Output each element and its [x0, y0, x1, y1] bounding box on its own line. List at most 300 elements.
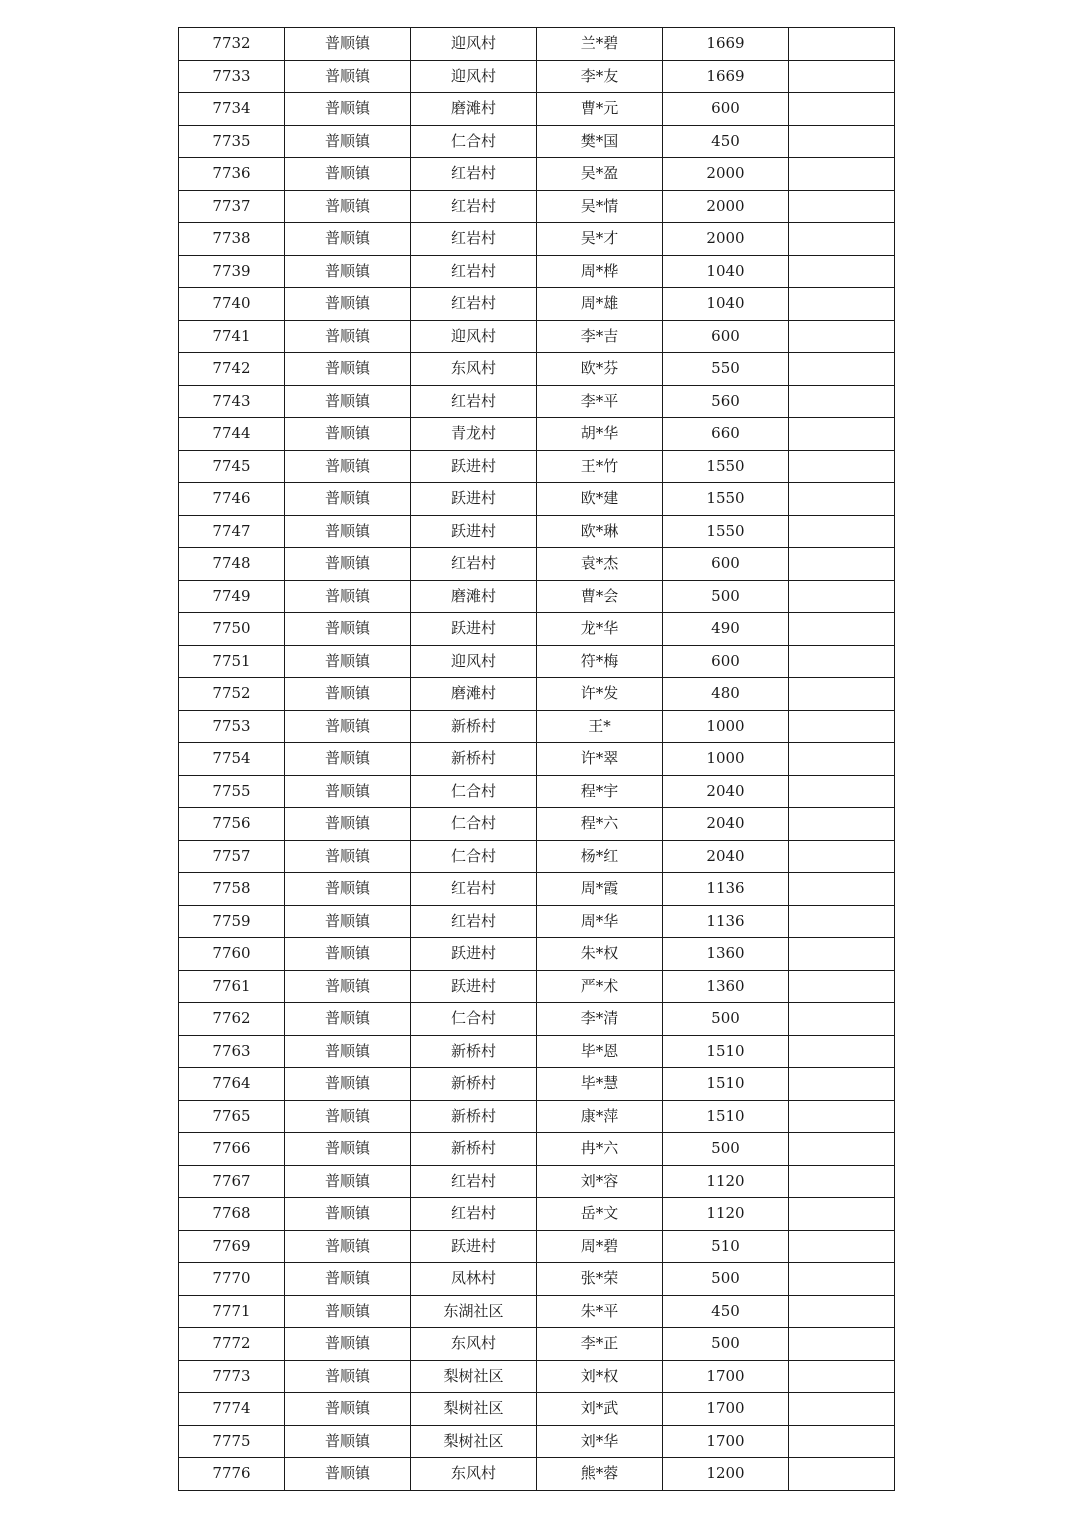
note-cell [789, 1458, 895, 1491]
note-cell [789, 515, 895, 548]
village-cell: 磨滩村 [411, 93, 537, 126]
village-cell: 跃进村 [411, 938, 537, 971]
amount-cell: 1040 [663, 288, 789, 321]
note-cell [789, 613, 895, 646]
village-cell: 新桥村 [411, 1068, 537, 1101]
amount-cell: 1120 [663, 1165, 789, 1198]
name-cell: 周*桦 [537, 255, 663, 288]
row-number-cell: 7753 [179, 710, 285, 743]
town-cell: 普顺镇 [285, 1230, 411, 1263]
amount-cell: 1510 [663, 1068, 789, 1101]
table-row [179, 1425, 895, 1458]
village-cell: 跃进村 [411, 483, 537, 516]
amount-cell: 500 [663, 1133, 789, 1166]
row-number-cell: 7757 [179, 840, 285, 873]
name-cell: 毕*恩 [537, 1035, 663, 1068]
table-row [179, 548, 895, 581]
name-cell: 欧*建 [537, 483, 663, 516]
amount-cell: 1200 [663, 1458, 789, 1491]
town-cell: 普顺镇 [285, 1263, 411, 1296]
name-cell: 刘*权 [537, 1360, 663, 1393]
table-row [179, 1360, 895, 1393]
table-row [179, 1068, 895, 1101]
row-number-cell: 7748 [179, 548, 285, 581]
village-cell: 仁合村 [411, 775, 537, 808]
town-cell: 普顺镇 [285, 1003, 411, 1036]
town-cell: 普顺镇 [285, 288, 411, 321]
row-number-cell: 7761 [179, 970, 285, 1003]
row-number-cell: 7741 [179, 320, 285, 353]
amount-cell: 500 [663, 580, 789, 613]
note-cell [789, 483, 895, 516]
note-cell [789, 190, 895, 223]
note-cell [789, 1100, 895, 1133]
note-cell [789, 28, 895, 61]
row-number-cell: 7739 [179, 255, 285, 288]
row-number-cell: 7752 [179, 678, 285, 711]
row-number-cell: 7760 [179, 938, 285, 971]
town-cell: 普顺镇 [285, 905, 411, 938]
table-row [179, 613, 895, 646]
note-cell [789, 255, 895, 288]
town-cell: 普顺镇 [285, 1328, 411, 1361]
name-cell: 王* [537, 710, 663, 743]
row-number-cell: 7767 [179, 1165, 285, 1198]
row-number-cell: 7734 [179, 93, 285, 126]
village-cell: 红岩村 [411, 873, 537, 906]
name-cell: 周*华 [537, 905, 663, 938]
amount-cell: 560 [663, 385, 789, 418]
town-cell: 普顺镇 [285, 190, 411, 223]
town-cell: 普顺镇 [285, 1165, 411, 1198]
table-body [179, 28, 895, 1491]
town-cell: 普顺镇 [285, 1295, 411, 1328]
town-cell: 普顺镇 [285, 840, 411, 873]
town-cell: 普顺镇 [285, 775, 411, 808]
town-cell: 普顺镇 [285, 125, 411, 158]
name-cell: 朱*权 [537, 938, 663, 971]
amount-cell: 500 [663, 1003, 789, 1036]
name-cell: 李*清 [537, 1003, 663, 1036]
note-cell [789, 418, 895, 451]
name-cell: 胡*华 [537, 418, 663, 451]
village-cell: 跃进村 [411, 970, 537, 1003]
amount-cell: 2040 [663, 775, 789, 808]
table-row [179, 515, 895, 548]
note-cell [789, 775, 895, 808]
town-cell: 普顺镇 [285, 28, 411, 61]
row-number-cell: 7742 [179, 353, 285, 386]
note-cell [789, 1263, 895, 1296]
village-cell: 迎风村 [411, 645, 537, 678]
row-number-cell: 7774 [179, 1393, 285, 1426]
table-row [179, 93, 895, 126]
village-cell: 红岩村 [411, 190, 537, 223]
town-cell: 普顺镇 [285, 970, 411, 1003]
note-cell [789, 1003, 895, 1036]
table-row [179, 223, 895, 256]
town-cell: 普顺镇 [285, 873, 411, 906]
name-cell: 冉*六 [537, 1133, 663, 1166]
amount-cell: 1000 [663, 710, 789, 743]
note-cell [789, 905, 895, 938]
row-number-cell: 7763 [179, 1035, 285, 1068]
village-cell: 仁合村 [411, 808, 537, 841]
table-row [179, 353, 895, 386]
village-cell: 红岩村 [411, 255, 537, 288]
town-cell: 普顺镇 [285, 483, 411, 516]
town-cell: 普顺镇 [285, 548, 411, 581]
name-cell: 康*萍 [537, 1100, 663, 1133]
name-cell: 吴*才 [537, 223, 663, 256]
row-number-cell: 7771 [179, 1295, 285, 1328]
name-cell: 吴*盈 [537, 158, 663, 191]
amount-cell: 480 [663, 678, 789, 711]
amount-cell: 600 [663, 645, 789, 678]
amount-cell: 1550 [663, 450, 789, 483]
village-cell: 红岩村 [411, 223, 537, 256]
town-cell: 普顺镇 [285, 255, 411, 288]
town-cell: 普顺镇 [285, 1133, 411, 1166]
table-row [179, 1100, 895, 1133]
village-cell: 新桥村 [411, 1100, 537, 1133]
town-cell: 普顺镇 [285, 353, 411, 386]
village-cell: 跃进村 [411, 1230, 537, 1263]
town-cell: 普顺镇 [285, 385, 411, 418]
village-cell: 新桥村 [411, 710, 537, 743]
amount-cell: 1040 [663, 255, 789, 288]
table-row [179, 190, 895, 223]
note-cell [789, 1295, 895, 1328]
amount-cell: 2040 [663, 808, 789, 841]
row-number-cell: 7764 [179, 1068, 285, 1101]
table-row [179, 288, 895, 321]
amount-cell: 1120 [663, 1198, 789, 1231]
village-cell: 东风村 [411, 353, 537, 386]
name-cell: 刘*华 [537, 1425, 663, 1458]
note-cell [789, 840, 895, 873]
amount-cell: 450 [663, 1295, 789, 1328]
table-row [179, 580, 895, 613]
village-cell: 梨树社区 [411, 1360, 537, 1393]
amount-cell: 1700 [663, 1360, 789, 1393]
table-row [179, 1230, 895, 1263]
row-number-cell: 7776 [179, 1458, 285, 1491]
village-cell: 仁合村 [411, 840, 537, 873]
amount-cell: 1700 [663, 1425, 789, 1458]
note-cell [789, 60, 895, 93]
table-row [179, 320, 895, 353]
name-cell: 周*碧 [537, 1230, 663, 1263]
amount-cell: 1136 [663, 905, 789, 938]
town-cell: 普顺镇 [285, 418, 411, 451]
village-cell: 跃进村 [411, 450, 537, 483]
note-cell [789, 938, 895, 971]
table-row [179, 255, 895, 288]
row-number-cell: 7733 [179, 60, 285, 93]
amount-cell: 2000 [663, 158, 789, 191]
village-cell: 红岩村 [411, 288, 537, 321]
amount-cell: 1669 [663, 28, 789, 61]
row-number-cell: 7738 [179, 223, 285, 256]
row-number-cell: 7750 [179, 613, 285, 646]
village-cell: 凤林村 [411, 1263, 537, 1296]
village-cell: 新桥村 [411, 743, 537, 776]
note-cell [789, 970, 895, 1003]
note-cell [789, 288, 895, 321]
name-cell: 袁*杰 [537, 548, 663, 581]
town-cell: 普顺镇 [285, 450, 411, 483]
note-cell [789, 1198, 895, 1231]
village-cell: 梨树社区 [411, 1425, 537, 1458]
amount-cell: 2000 [663, 223, 789, 256]
town-cell: 普顺镇 [285, 1100, 411, 1133]
row-number-cell: 7775 [179, 1425, 285, 1458]
name-cell: 岳*文 [537, 1198, 663, 1231]
name-cell: 毕*慧 [537, 1068, 663, 1101]
row-number-cell: 7746 [179, 483, 285, 516]
town-cell: 普顺镇 [285, 710, 411, 743]
village-cell: 仁合村 [411, 1003, 537, 1036]
name-cell: 欧*琳 [537, 515, 663, 548]
row-number-cell: 7765 [179, 1100, 285, 1133]
note-cell [789, 1165, 895, 1198]
table-row [179, 743, 895, 776]
table-row [179, 645, 895, 678]
amount-cell: 1510 [663, 1035, 789, 1068]
row-number-cell: 7754 [179, 743, 285, 776]
amount-cell: 1510 [663, 1100, 789, 1133]
table-row [179, 938, 895, 971]
row-number-cell: 7737 [179, 190, 285, 223]
table-row [179, 840, 895, 873]
table-row [179, 1003, 895, 1036]
name-cell: 程*宇 [537, 775, 663, 808]
amount-cell: 500 [663, 1263, 789, 1296]
name-cell: 刘*容 [537, 1165, 663, 1198]
amount-cell: 1550 [663, 483, 789, 516]
table-row [179, 678, 895, 711]
name-cell: 李*吉 [537, 320, 663, 353]
table-row [179, 1165, 895, 1198]
name-cell: 周*霞 [537, 873, 663, 906]
town-cell: 普顺镇 [285, 743, 411, 776]
note-cell [789, 125, 895, 158]
note-cell [789, 1230, 895, 1263]
amount-cell: 1000 [663, 743, 789, 776]
amount-cell: 2000 [663, 190, 789, 223]
table-row [179, 158, 895, 191]
row-number-cell: 7758 [179, 873, 285, 906]
amount-cell: 490 [663, 613, 789, 646]
town-cell: 普顺镇 [285, 223, 411, 256]
subsidy-table [178, 27, 895, 1491]
row-number-cell: 7751 [179, 645, 285, 678]
row-number-cell: 7770 [179, 1263, 285, 1296]
amount-cell: 1550 [663, 515, 789, 548]
name-cell: 许*翠 [537, 743, 663, 776]
town-cell: 普顺镇 [285, 158, 411, 191]
town-cell: 普顺镇 [285, 1458, 411, 1491]
amount-cell: 450 [663, 125, 789, 158]
note-cell [789, 678, 895, 711]
village-cell: 磨滩村 [411, 580, 537, 613]
village-cell: 新桥村 [411, 1035, 537, 1068]
table-row [179, 905, 895, 938]
note-cell [789, 353, 895, 386]
note-cell [789, 1360, 895, 1393]
village-cell: 迎风村 [411, 320, 537, 353]
table-row [179, 60, 895, 93]
village-cell: 仁合村 [411, 125, 537, 158]
name-cell: 曹*会 [537, 580, 663, 613]
note-cell [789, 1328, 895, 1361]
row-number-cell: 7772 [179, 1328, 285, 1361]
amount-cell: 600 [663, 548, 789, 581]
table-row [179, 1263, 895, 1296]
name-cell: 符*梅 [537, 645, 663, 678]
village-cell: 红岩村 [411, 905, 537, 938]
amount-cell: 500 [663, 1328, 789, 1361]
village-cell: 梨树社区 [411, 1393, 537, 1426]
name-cell: 许*发 [537, 678, 663, 711]
town-cell: 普顺镇 [285, 515, 411, 548]
name-cell: 朱*平 [537, 1295, 663, 1328]
note-cell [789, 158, 895, 191]
row-number-cell: 7749 [179, 580, 285, 613]
note-cell [789, 743, 895, 776]
village-cell: 跃进村 [411, 613, 537, 646]
note-cell [789, 1068, 895, 1101]
note-cell [789, 645, 895, 678]
note-cell [789, 450, 895, 483]
table-row [179, 873, 895, 906]
village-cell: 东风村 [411, 1328, 537, 1361]
village-cell: 迎风村 [411, 60, 537, 93]
amount-cell: 600 [663, 320, 789, 353]
table-row [179, 1198, 895, 1231]
row-number-cell: 7732 [179, 28, 285, 61]
note-cell [789, 873, 895, 906]
name-cell: 李*正 [537, 1328, 663, 1361]
table-row [179, 1035, 895, 1068]
name-cell: 张*荣 [537, 1263, 663, 1296]
amount-cell: 600 [663, 93, 789, 126]
note-cell [789, 385, 895, 418]
village-cell: 东风村 [411, 1458, 537, 1491]
name-cell: 严*术 [537, 970, 663, 1003]
row-number-cell: 7735 [179, 125, 285, 158]
town-cell: 普顺镇 [285, 678, 411, 711]
row-number-cell: 7756 [179, 808, 285, 841]
name-cell: 刘*武 [537, 1393, 663, 1426]
row-number-cell: 7769 [179, 1230, 285, 1263]
note-cell [789, 710, 895, 743]
village-cell: 红岩村 [411, 1198, 537, 1231]
amount-cell: 550 [663, 353, 789, 386]
town-cell: 普顺镇 [285, 93, 411, 126]
row-number-cell: 7743 [179, 385, 285, 418]
table-row [179, 1295, 895, 1328]
table-row [179, 710, 895, 743]
row-number-cell: 7740 [179, 288, 285, 321]
amount-cell: 660 [663, 418, 789, 451]
note-cell [789, 1393, 895, 1426]
amount-cell: 1360 [663, 938, 789, 971]
row-number-cell: 7768 [179, 1198, 285, 1231]
note-cell [789, 93, 895, 126]
note-cell [789, 548, 895, 581]
table-row [179, 450, 895, 483]
name-cell: 王*竹 [537, 450, 663, 483]
table-row [179, 28, 895, 61]
village-cell: 红岩村 [411, 1165, 537, 1198]
row-number-cell: 7762 [179, 1003, 285, 1036]
table-row [179, 1328, 895, 1361]
town-cell: 普顺镇 [285, 1068, 411, 1101]
name-cell: 樊*国 [537, 125, 663, 158]
amount-cell: 1136 [663, 873, 789, 906]
town-cell: 普顺镇 [285, 1035, 411, 1068]
table-row [179, 970, 895, 1003]
row-number-cell: 7766 [179, 1133, 285, 1166]
table-row [179, 1133, 895, 1166]
town-cell: 普顺镇 [285, 938, 411, 971]
name-cell: 欧*芬 [537, 353, 663, 386]
village-cell: 迎风村 [411, 28, 537, 61]
table-row [179, 418, 895, 451]
table-row [179, 775, 895, 808]
row-number-cell: 7773 [179, 1360, 285, 1393]
amount-cell: 1360 [663, 970, 789, 1003]
town-cell: 普顺镇 [285, 580, 411, 613]
note-cell [789, 1425, 895, 1458]
village-cell: 红岩村 [411, 548, 537, 581]
village-cell: 跃进村 [411, 515, 537, 548]
name-cell: 杨*红 [537, 840, 663, 873]
name-cell: 兰*碧 [537, 28, 663, 61]
amount-cell: 1700 [663, 1393, 789, 1426]
town-cell: 普顺镇 [285, 808, 411, 841]
name-cell: 龙*华 [537, 613, 663, 646]
note-cell [789, 808, 895, 841]
table-row [179, 1458, 895, 1491]
village-cell: 新桥村 [411, 1133, 537, 1166]
note-cell [789, 1035, 895, 1068]
town-cell: 普顺镇 [285, 613, 411, 646]
town-cell: 普顺镇 [285, 60, 411, 93]
town-cell: 普顺镇 [285, 1393, 411, 1426]
name-cell: 李*平 [537, 385, 663, 418]
row-number-cell: 7745 [179, 450, 285, 483]
town-cell: 普顺镇 [285, 320, 411, 353]
table-row [179, 808, 895, 841]
table-row [179, 385, 895, 418]
name-cell: 李*友 [537, 60, 663, 93]
town-cell: 普顺镇 [285, 1425, 411, 1458]
name-cell: 周*雄 [537, 288, 663, 321]
village-cell: 红岩村 [411, 158, 537, 191]
note-cell [789, 580, 895, 613]
note-cell [789, 223, 895, 256]
row-number-cell: 7747 [179, 515, 285, 548]
town-cell: 普顺镇 [285, 1360, 411, 1393]
village-cell: 红岩村 [411, 385, 537, 418]
note-cell [789, 1133, 895, 1166]
name-cell: 熊*蓉 [537, 1458, 663, 1491]
row-number-cell: 7736 [179, 158, 285, 191]
village-cell: 东湖社区 [411, 1295, 537, 1328]
